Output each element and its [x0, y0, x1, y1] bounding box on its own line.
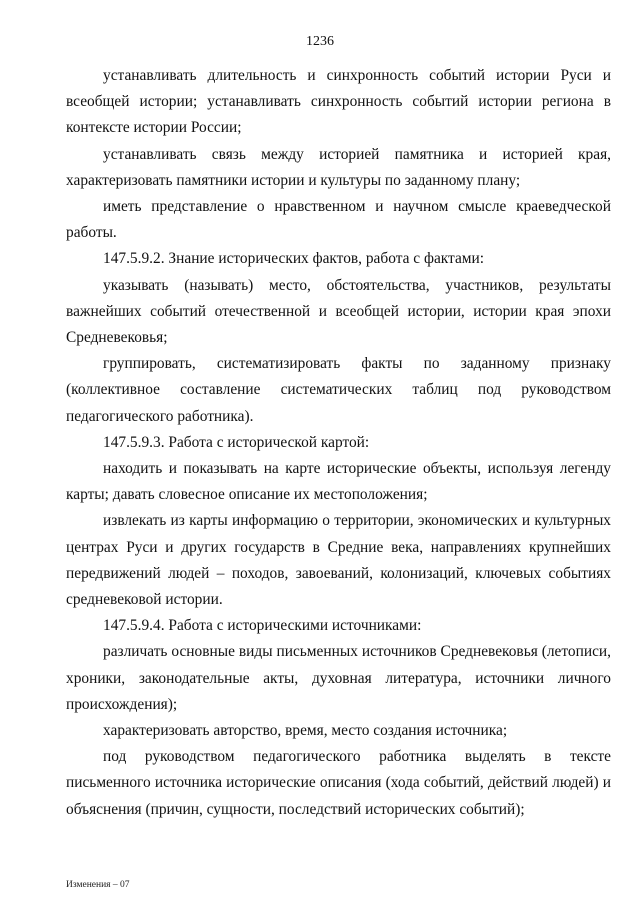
paragraph-8: находить и показывать на карте исторические объекты, используя легенду карты; давать словесное описание их местоположения;: [66, 460, 611, 504]
section-heading-147-5-9-4: 147.5.9.4. Работа с историческими источниками:: [103, 617, 422, 635]
paragraph-13: под руководством педагогического работника выделять в тексте письменного источника исторические описания (хода событий, действий людей) и объяснения (причин, сущности, последствий исторических событий);: [66, 748, 611, 818]
paragraph-6: группировать, систематизировать факты по заданному признаку (коллективное составление систематических таблиц под руководством педагогического работника).: [66, 355, 611, 425]
paragraph-2: устанавливать связь между историей памятника и историей края, характеризовать памятники истории и культуры по заданному плану;: [66, 145, 611, 189]
footer-revision-note: Изменения – 07: [66, 880, 130, 890]
paragraph-5: указывать (называть) место, обстоятельства, участников, результаты важнейших событий отечественной и всеобщей истории, истории края эпохи Средневековья;: [66, 276, 611, 347]
paragraph-12: характеризовать авторство, время, место создания источника;: [103, 722, 508, 740]
section-heading-147-5-9-3: 147.5.9.3. Работа с исторической картой:: [103, 433, 370, 451]
section-heading-147-5-9-2: 147.5.9.2. Знание исторических фактов, работа с фактами:: [103, 250, 485, 268]
page-number: 1236: [306, 34, 334, 49]
paragraph-9: извлекать из карты информацию о территории, экономических и культурных центрах Руси и других государств в Средние века, направлениях крупнейших передвижений людей – походов, завоеваний, колонизаций, ключевых событиях средневековой истории.: [66, 512, 611, 609]
paragraph-11: различать основные виды письменных источников Средневековья (летописи, хроники, законодательные акты, духовная литература, источники личного происхождения);: [66, 643, 611, 713]
paragraph-1: устанавливать длительность и синхронность событий истории Руси и всеобщей истории; устанавливать синхронность событий истории региона в контексте истории России;: [66, 67, 611, 137]
document-body: [66, 63, 611, 823]
paragraph-3: иметь представление о нравственном и научном смысле краеведческой работы.: [66, 198, 611, 242]
